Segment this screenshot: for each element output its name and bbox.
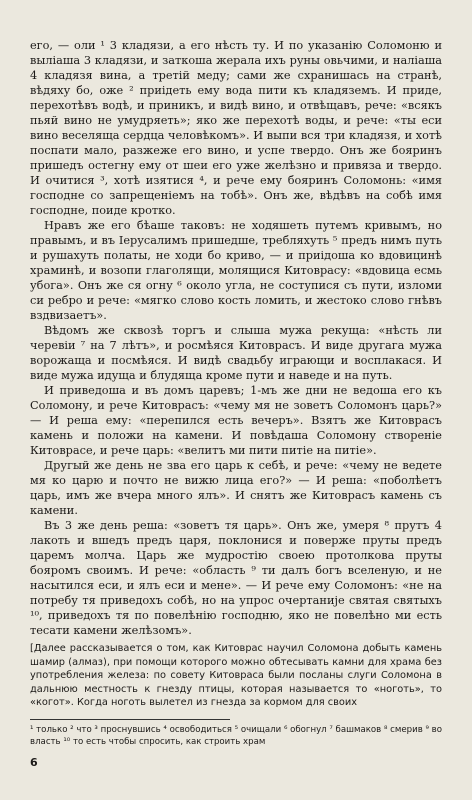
paragraph-3: Вѣдомъ же сквозѣ торгъ и слыша мужа рекуща: «нѣсть ли черевіи ⁷ на 7 лѣтъ», и росмѣяся Китоврасъ. И виде другага мужа ворожаща и посмѣяся. И видѣ свадьбу играющи и восплакася. И виде мужа идуща и блудяща кроме пути и наведе и на путь. bbox=[30, 324, 442, 382]
main-text bbox=[30, 38, 442, 638]
footnotes: ¹ только ² что ³ проснувшись ⁴ освободиться ⁵ очищали ⁶ обогнул ⁷ башмаков ⁸ смерив ⁹ во власть ¹⁰ то есть чтобы спросить, как строить храм bbox=[30, 724, 442, 747]
paragraph-2: Нравъ же его бѣаше таковъ: не ходяшеть путемъ кривымъ, но правымъ, и въ Іерусалимъ пришедше, требляхуть ⁵ предъ нимъ путь и рушахуть полаты, не ходи бо криво, — и приідоша ко вдовицинѣ храминѣ, и возопи глаголящи, молящися Китоврасу: «вдовица есмь убога». Онъ же ся огну ⁶ около угла, не соступися съ пути, изломи си ребро и рече: «мягко слово кость ломить, и жестоко слово гнѣвъ вздвизаетъ». bbox=[30, 219, 442, 322]
paragraph-1: его, — оли ¹ 3 кладязи, а его нѣсть ту. И по указанію Соломоню и выліаша 3 кладязи, и заткоша жерала ихъ руны овьчими, и наліаша 4 кладязя вина, а третій меду; сами же схранишась на странѣ, вѣдяху бо, оже ² приідеть ему вода пити къ кладяземъ. И приде, перехотѣвъ водѣ, и приникъ, и видѣ вино, и отвѣщавъ, рече: «всякъ пьяй вино не умудряеть»; яко же перехотѣ воды, и рече: «ты еси вино веселяща сердца человѣкомъ». И выпи вся три кладязя, и хотѣ поспати мало, разжеже его вино, и успе твердо. Онъ же бояринъ пришедъ остегну ему от шеи его уже желѣзно и привяза и твердо. И очитися ³, хотѣ изятися ⁴, и рече ему бояринъ Соломонь: «имя господне со запрещеніемъ на тобѣ». Онъ же, вѣдѣвъ на собѣ имя господне, поиде кротко. bbox=[30, 39, 442, 217]
page-number: 6 bbox=[30, 755, 38, 769]
paragraph-4: И приведоша и въ домъ царевъ; 1-мъ же дни не ведоша его къ Соломону, и рече Китоврасъ: «чему мя не зоветъ Соломонъ царь?» — И реша ему: «перепился есть вечеръ». Взятъ же Китоврасъ камень и положи на камени. И повѣдаша Соломону створеніе Китоврасе, и рече царь: «велитъ ми пити питіе на питіе». bbox=[30, 384, 442, 457]
editorial-note: [Далее рассказывается о том, как Китоврас научил Соломона добыть камень шамир (алмаз), при помощи которого можно обтесывать камни для храма без употребления железа: по совету Китовраса были посланы слуги Соломона в дальнюю местность к гнезду птицы, которая называется то «ноготь», то «когот». Когда ноготь вылетел из гнезда за кормом для своих bbox=[30, 643, 442, 708]
paragraph-5: Другый же день не зва его царь к себѣ, и рече: «чему не ведете мя ко царю и почто не вижю лица его?» — И реша: «поболѣетъ царь, имъ же вчера много ялъ». И снятъ же Китоврасъ камень съ камени. bbox=[30, 459, 442, 517]
paragraph-6: Въ 3 же день реша: «зоветъ тя царь». Онъ же, умеря ⁸ прутъ 4 лакоть и вшедъ предъ царя, поклонися и поверже пруты предъ царемъ молча. Царь же мудростію своею протолкова пруты бояромъ своимъ. И рече: «область ⁹ ти далъ богъ вселеную, и не насытился еси, и ялъ еси и мене». — И рече ему Соломонъ: «не на потребу тя приведохъ собѣ, но на упрос очертаније святая святыхъ ¹⁰, приведохъ тя по повелѣнію господню, яко не повелѣно ми есть тесати камени желѣзомъ». bbox=[30, 519, 442, 637]
footnote-divider bbox=[30, 719, 230, 720]
